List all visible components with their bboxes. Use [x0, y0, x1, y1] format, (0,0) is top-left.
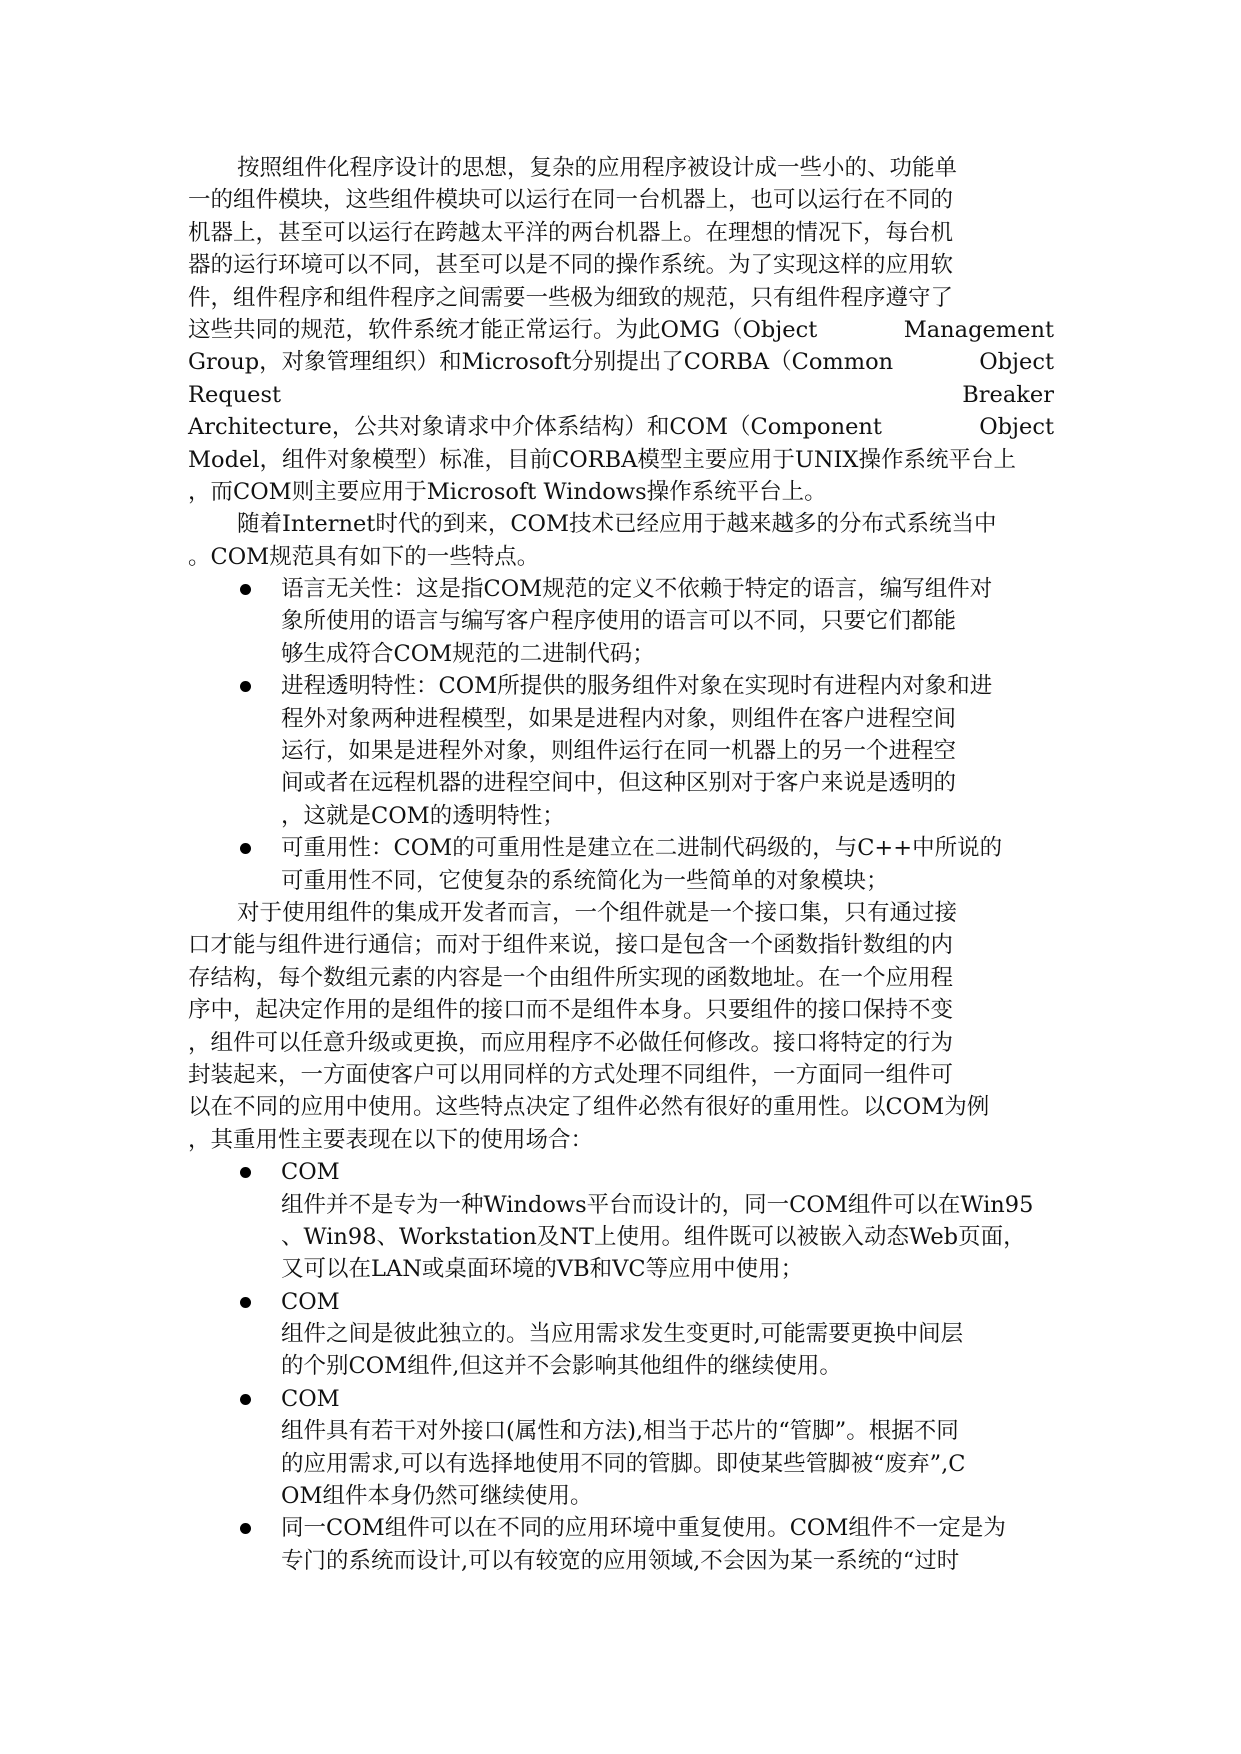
list-line [188, 670, 1054, 702]
paragraph-line: 随着Internet时代的到来，COM技术已经应用于越来越多的分布式系统当中 [237, 511, 997, 538]
paragraph-line: ，组件可以任意升级或更换，而应用程序不必做任何修改。接口将特定的行为 [188, 1029, 954, 1056]
list-text: COM [281, 1159, 340, 1186]
paragraph-line: ，其重用性主要表现在以下的使用场合： [188, 1126, 594, 1153]
list-text: COM [281, 1385, 340, 1412]
line-left-text: Request [188, 381, 282, 408]
reuse-list [188, 1156, 1054, 1577]
list-line: 组件之间是彼此独立的。当应用需求发生变更时,可能需要更换中间层 [281, 1321, 964, 1348]
list-item [188, 1156, 1054, 1286]
paragraph-line: 序中，起决定作用的是组件的接口而不是组件本身。只要组件的接口保持不变 [188, 997, 954, 1024]
feature-list [188, 573, 1054, 897]
paragraph-line: 机器上，甚至可以运行在跨越太平洋的两台机器上。在理想的情况下，每台机 [188, 219, 954, 246]
list-line: 间或者在远程机器的进程空间中，但这种区别对于客户来说是透明的 [281, 770, 957, 797]
line-right-text: Breaker [962, 381, 1054, 408]
paragraph-line: 封装起来，一方面使客户可以用同样的方式处理不同组件，一方面同一组件可 [188, 1061, 954, 1088]
paragraph-3 [188, 897, 1054, 1156]
list-line: 又可以在LAN或桌面环境的VB和VC等应用中使用； [281, 1256, 804, 1283]
list-line [188, 1286, 1054, 1318]
list-line [188, 832, 1054, 864]
bullet-icon [240, 1167, 251, 1178]
bullet-icon [240, 1523, 251, 1534]
line-right-text: Object [979, 414, 1054, 441]
paragraph-1 [188, 152, 1054, 508]
list-line [188, 1156, 1054, 1188]
bullet-icon [240, 843, 251, 854]
list-line: 、Win98、Workstation及NT上使用。组件既可以被嵌入动态Web页面， [281, 1223, 1026, 1250]
paragraph-line: 口才能与组件进行通信；而对于组件来说，接口是包含一个函数指针数组的内 [188, 932, 954, 959]
list-line: 程外对象两种进程模型，如果是进程内对象，则组件在客户进程空间 [281, 705, 957, 732]
list-line: 象所使用的语言与编写客户程序使用的语言可以不同，只要它们都能 [281, 608, 957, 635]
paragraph-line-justified [188, 314, 1054, 346]
paragraph-line: 器的运行环境可以不同，甚至可以是不同的操作系统。为了实现这样的应用软 [188, 252, 954, 279]
line-left-text: Group，对象管理组织）和Microsoft分别提出了CORBA（Common [188, 349, 894, 376]
bullet-icon [240, 584, 251, 595]
paragraph-line: 对于使用组件的集成开发者而言，一个组件就是一个接口集，只有通过接 [237, 899, 958, 926]
list-item [188, 670, 1054, 832]
paragraph-line: 件，组件程序和组件程序之间需要一些极为细致的规范，只有组件程序遵守了 [188, 284, 954, 311]
line-right-text: Object [979, 349, 1054, 376]
list-line: 专门的系统而设计,可以有较宽的应用领域,不会因为某一系统的“过时 [281, 1547, 960, 1574]
list-text: 进程透明特性：COM所提供的服务组件对象在实现时有进程内对象和进 [281, 673, 993, 700]
list-text: 可重用性：COM的可重用性是建立在二进制代码级的，与C++中所说的 [281, 835, 1003, 862]
list-line: OM组件本身仍然可继续使用。 [281, 1483, 593, 1510]
paragraph-2 [188, 508, 1054, 573]
paragraph-line: 存结构，每个数组元素的内容是一个由组件所实现的函数地址。在一个应用程 [188, 964, 954, 991]
bullet-icon [240, 1394, 251, 1405]
list-line [188, 1383, 1054, 1415]
list-line: 够生成符合COM规范的二进制代码； [281, 640, 655, 667]
list-line [188, 573, 1054, 605]
document-page [188, 152, 1054, 1577]
list-line: 运行，如果是进程外对象，则组件运行在同一机器上的另一个进程空 [281, 738, 957, 765]
list-item [188, 832, 1054, 897]
list-line: 的应用需求,可以有选择地使用不同的管脚。即使某些管脚被“废弃”,C [281, 1450, 966, 1477]
list-text: 同一COM组件可以在不同的应用环境中重复使用。COM组件不一定是为 [281, 1515, 1006, 1542]
paragraph-line: Model，组件对象模型）标准，目前CORBA模型主要应用于UNIX操作系统平台上 [188, 446, 1016, 473]
list-line [188, 1512, 1054, 1544]
list-line: 可重用性不同，它使复杂的系统简化为一些简单的对象模块； [281, 867, 889, 894]
line-right-text: Management [903, 316, 1054, 343]
list-line: 组件具有若干对外接口(属性和方法),相当于芯片的“管脚”。根据不同 [281, 1418, 959, 1445]
paragraph-line: 以在不同的应用中使用。这些特点决定了组件必然有很好的重用性。以COM为例 [188, 1094, 990, 1121]
line-left-text: 这些共同的规范，软件系统才能正常运行。为此OMG（Object [188, 316, 818, 343]
paragraph-line: ，而COM则主要应用于Microsoft Windows操作系统平台上。 [188, 478, 827, 505]
paragraph-line-justified [188, 411, 1054, 443]
list-item [188, 1383, 1054, 1513]
list-line: ，这就是COM的透明特性； [281, 802, 565, 829]
list-line: 的个别COM组件,但这并不会影响其他组件的继续使用。 [281, 1353, 842, 1380]
list-item [188, 573, 1054, 670]
paragraph-line-justified [188, 346, 1054, 378]
bullet-icon [240, 1297, 251, 1308]
paragraph-line: 一的组件模块，这些组件模块可以运行在同一台机器上，也可以运行在不同的 [188, 187, 954, 214]
list-item [188, 1512, 1054, 1577]
paragraph-line-justified [188, 379, 1054, 411]
line-left-text: Architecture，公共对象请求中介体系结构）和COM（Component [188, 414, 882, 441]
bullet-icon [240, 681, 251, 692]
paragraph-line: 按照组件化程序设计的思想，复杂的应用程序被设计成一些小的、功能单 [237, 155, 958, 181]
list-item [188, 1286, 1054, 1383]
list-line: 组件并不是专为一种Windows平台而设计的，同一COM组件可以在Win95 [281, 1191, 1034, 1218]
list-text: 语言无关性：这是指COM规范的定义不依赖于特定的语言，编写组件对 [281, 576, 993, 603]
paragraph-line: 。COM规范具有如下的一些特点。 [188, 543, 540, 570]
list-text: COM [281, 1288, 340, 1315]
